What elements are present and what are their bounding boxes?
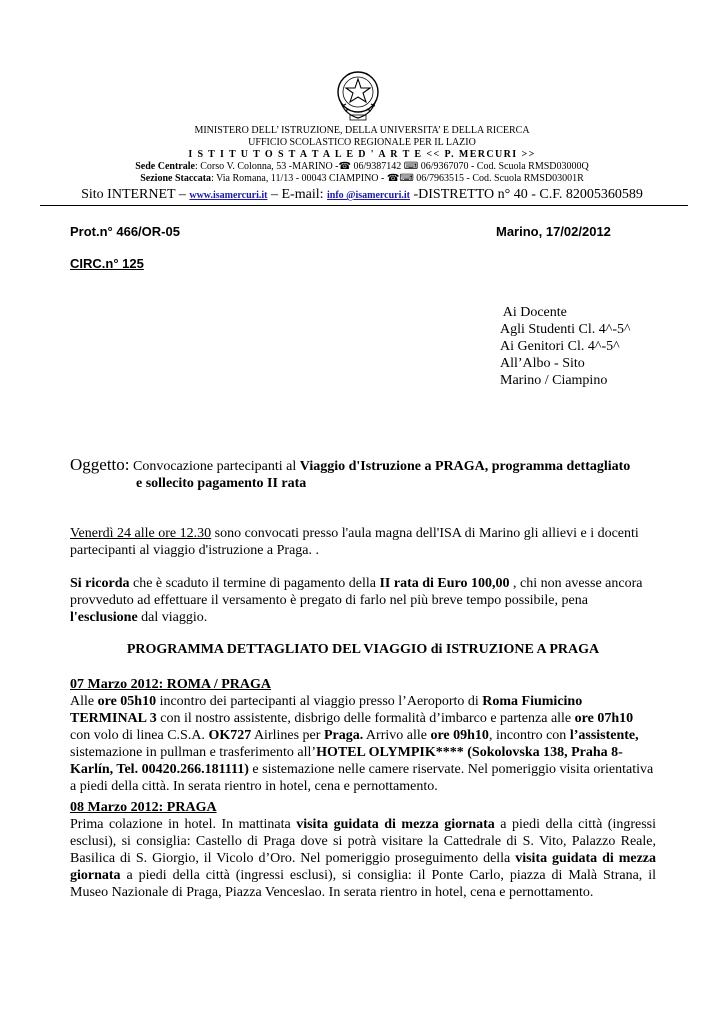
day2-span: Prima colazione in hotel. In mattinata [70, 817, 297, 832]
day2-bold: visita guidata di mezza giornata [70, 851, 657, 883]
day1-text [70, 693, 656, 795]
day1-span: Airlines per [251, 728, 324, 743]
day1-bold: ore 05h10 [97, 694, 157, 709]
subject-bold-1: Viaggio d'Istruzione a PRAGA, programma dettagliato [299, 459, 631, 474]
fax-icon-2: ⌨ [399, 173, 414, 184]
subject-bold-2: e sollecito pagamento II rata [136, 476, 307, 491]
email-prefix: – E-mail: [267, 187, 327, 202]
main-site-phone: 06/9387142 [350, 161, 404, 172]
recipient-line: Ai Docente [500, 305, 567, 320]
fax-icon: ⌨ [403, 161, 419, 172]
institute-line: I S T I T U T O S T A T A L E D ' A R T E << P. MERCURI >> [188, 149, 536, 160]
day2-text [70, 816, 656, 901]
day1-bold: ore 07h10 [574, 711, 634, 726]
ministry-line: MINISTERO DELL’ ISTRUZIONE, DELLA UNIVERSITA’ E DELLA RICERCA [194, 125, 530, 136]
email-link[interactable]: info @isamercuri.it [327, 190, 410, 201]
branch-site-address: : Via Romana, 11/13 - 00043 CIAMPINO - [211, 173, 387, 184]
day1-bold: l’assistente, [569, 728, 639, 743]
reminder-text: dal viaggio. [137, 610, 208, 625]
reminder-bold: Si ricorda [70, 576, 130, 591]
protocol-number: Prot.n° 466/OR-05 [70, 224, 180, 239]
recipient-line: Marino / Ciampino [500, 373, 608, 388]
day2-span: a piedi della città (ingressi esclusi), si consiglia: il Ponte Carlo, piazza di Malà Strana, il Museo Nazionale di Praga, Piazza Venceslao. In serata rientro in hotel, cena e pernottamento. [70, 868, 656, 900]
reminder-text: , chi non avesse ancora provveduto ad effettuare il versamento è pregato di farlo nel più breve tempo possibile, pena [70, 576, 643, 608]
website-link[interactable]: www.isamercuri.it [189, 190, 268, 201]
branch-site-phone: 06/7963515 - Cod. Scuola RMSD03001R [413, 173, 584, 184]
italian-republic-emblem [334, 66, 382, 122]
subject-label: Oggetto: [70, 455, 130, 474]
main-site-line [40, 161, 684, 173]
day1-span: , incontro con [488, 728, 570, 743]
exclusion-bold: l'esclusione [70, 610, 138, 625]
branch-site-line [40, 173, 684, 185]
phone-fax-icon: ☎ [386, 173, 400, 184]
installment-amount: II rata di Euro 100,00 [379, 576, 510, 591]
main-site-address: : Corso V. Colonna, 53 -MARINO - [194, 161, 339, 172]
program-title: PROGRAMMA DETTAGLIATO DEL VIAGGIO di ISTRUZIONE A PRAGA [126, 642, 600, 657]
main-site-label: Sede Centrale [135, 161, 195, 172]
main-site-fax: 06/9367070 - Cod. Scuola RMSD03000Q [418, 161, 589, 172]
convocation-text: sono convocati presso l'aula magna dell'ISA di Marino gli allievi e i docenti partecipanti al viaggio d'istruzione a Praga. . [70, 526, 639, 558]
meeting-time: Venerdì 24 alle ore 12.30 [70, 526, 212, 541]
header-divider [40, 205, 688, 206]
day1-bold: ore 09h10 [430, 728, 489, 743]
day2-block [70, 799, 656, 901]
day1-bold: Praga. [323, 728, 364, 743]
day2-bold: visita guidata di mezza giornata [296, 817, 495, 832]
document-date: Marino, 17/02/2012 [496, 224, 611, 239]
website-prefix: Sito INTERNET – [81, 187, 190, 202]
recipient-line: All’Albo - Sito [500, 356, 585, 371]
branch-site-label: Sezione Staccata [140, 173, 212, 184]
day1-heading: 07 Marzo 2012: ROMA / PRAGA [70, 677, 272, 692]
day1-span: incontro dei partecipanti al viaggio presso l’Aeroporto di [156, 694, 483, 709]
contacts-line [40, 186, 684, 204]
day1-bold: OK727 [208, 728, 252, 743]
office-line: UFFICIO SCOLASTICO REGIONALE PER IL LAZIO [248, 137, 476, 148]
circular-number: CIRC.n° 125 [70, 256, 144, 271]
subject-block [70, 456, 656, 492]
day1-block [70, 676, 656, 795]
reminder-text: che è scaduto il termine di pagamento della [129, 576, 380, 591]
day1-span: e sistemazione nelle camere riservate. Nel pomeriggio visita orientativa a piedi della città. In serata rientro in hotel, cena e pernottamento. [70, 762, 654, 794]
day1-span: Alle [70, 694, 98, 709]
day2-heading: 08 Marzo 2012: PRAGA [70, 800, 217, 815]
day1-span: Arrivo alle [363, 728, 431, 743]
day1-bold: HOTEL OLYMPIK**** (Sokolovska 138, Praha 8-Karlín, Tel. 00420.266.181111) [70, 745, 623, 777]
day1-span: con il nostro assistente, disbrigo delle formalità d’imbarco e partenza alle [156, 711, 575, 726]
recipient-line: Ai Genitori Cl. 4^-5^ [500, 339, 620, 354]
convocation-paragraph [70, 525, 656, 559]
phone-icon: ☎ [338, 161, 351, 172]
recipients-block [500, 304, 631, 389]
day1-bold: Roma Fiumicino TERMINAL 3 [70, 694, 583, 726]
recipient-line: Agli Studenti Cl. 4^-5^ [500, 322, 631, 337]
day1-span: sistemazione in pullman e trasferimento all’ [70, 745, 317, 760]
subject-text: Convocazione partecipanti al [129, 459, 300, 474]
day1-span: con volo di linea C.S.A. [70, 728, 209, 743]
district-cf: -DISTRETTO n° 40 - C.F. 82005360589 [410, 187, 643, 202]
day2-span: a piedi della città (ingressi esclusi), si consiglia: Castello di Praga dove si potrà visitare la Cattedrale di S. Vito, Palazzo Reale, Basilica di S. Giorgio, il Vicolo d’Oro. Nel pomeriggio proseguimento della [70, 817, 656, 866]
payment-reminder-paragraph [70, 575, 656, 626]
